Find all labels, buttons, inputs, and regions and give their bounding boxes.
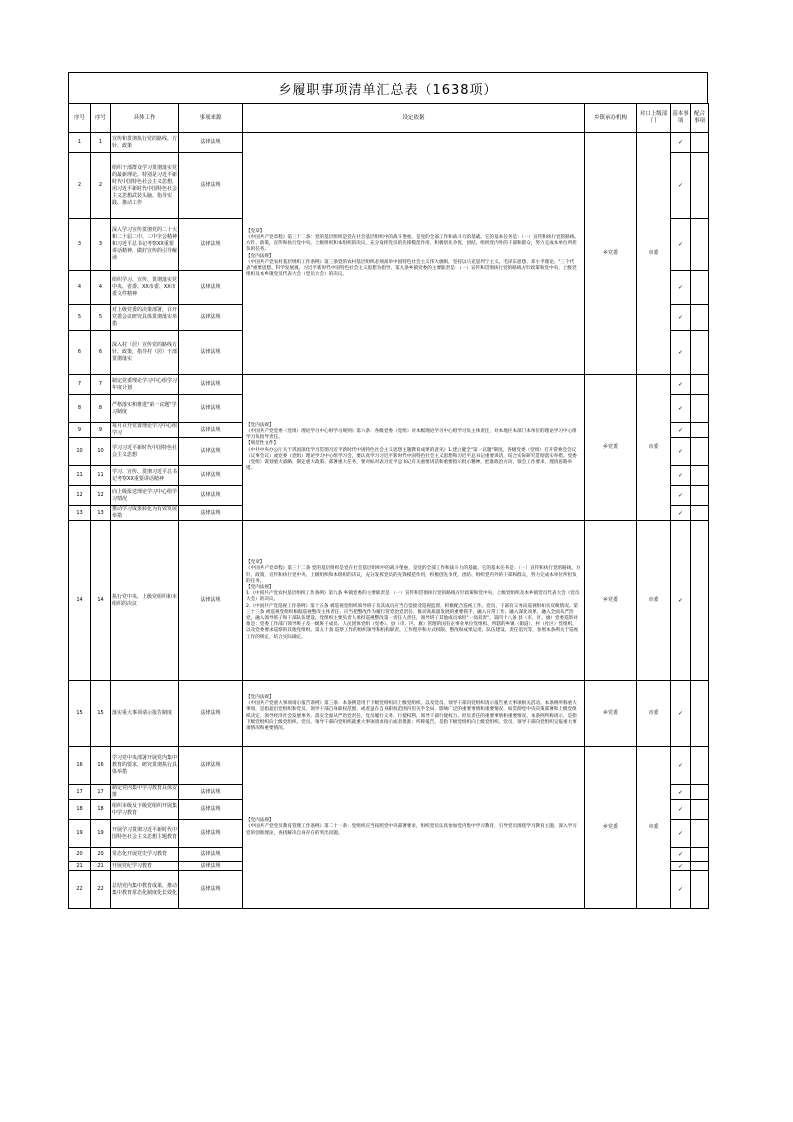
row-dept: 市委: [637, 375, 671, 521]
header-basic: 基本事项: [671, 104, 691, 133]
basic-check: ✓: [671, 681, 691, 747]
row-basis: 【党章】 《中国共产党章程》第三十二条：党的基层组织是党在社会基层组织中的战斗堡垒，是党的全部工作和战斗力的基础。它的基本任务是：（一）宣传和执行党的路线、方针、政策，宣传和执行党中央、上级组织和本组织的决议，充分发挥党员的先锋模范作用，积极创先争优，团结、组织党内外的干部和群众，努力完成本单位所担负的任务。 【党内法规】 《中国共产党农村基层组织工作条例》第三条党的农村基层组织必须高举中国特色社会主义伟大旗帜，坚持以马克思列宁主义、毛泽东思想、邓小平理论、"三个代表"重要思想、科学发展观、习近平新时代中国特色社会主义思想为指导。第九条乡镇党委的主要职责是：（一）宣传和贯彻执行党的路线方针政策和党中央、上级党组织及本乡镇党员代表大会（党员大会）的决议。: [243, 133, 585, 375]
basic-check: ✓: [671, 423, 691, 438]
basic-check: ✓: [671, 271, 691, 305]
coop-cell: [691, 521, 709, 681]
table-row: [69, 521, 709, 681]
row-source: 法律法规: [179, 747, 243, 785]
basic-check: ✓: [671, 521, 691, 681]
row-seq-inner: 20: [91, 848, 111, 862]
row-seq-outer: 7: [69, 375, 91, 395]
row-work: 制定党内集中学习教育具体安排: [112, 785, 178, 798]
row-work: 每月召开党委理论学习中心组学习: [112, 423, 178, 436]
basic-check: ✓: [671, 305, 691, 331]
basic-check: ✓: [671, 395, 691, 423]
row-source: 法律法规: [179, 305, 243, 331]
table-row: [69, 747, 709, 785]
row-source: 法律法规: [179, 331, 243, 375]
row-basis: 【党内法规】 《中国共产党党委（党组）理论学习中心组学习规则》第六条：各级党委（党组）对本级理论学习中心组学习负主体责任，对本地区本部门本单位的理论学习中心组学习负指导责任。 【规范性文件】 《中共中央办公厅关于巩固深化学习贯彻习近平新时代中国特色社会主义思想主题教育成果的意见》1.建立健全"第一议题"制度。各级党委（党组）召开常委会会议（议事会议）或党委（党组）理论学习中心组学习会，要认真学习习近平新时代中国特色社会主义思想和习近平总书记重要讲话，结合实际研究贯彻落实举措。党委（党组）谋划重大战略、制定重大政策、部署重大任务，要对标对表习近平总书记有关重要讲话和重要指示批示精神，把准政治方向，领会工作要求，理清思路举措。: [243, 375, 585, 521]
row-source: 法律法规: [179, 785, 243, 800]
row-seq-inner: 7: [91, 375, 111, 395]
row-lead: 乡党委: [585, 521, 637, 681]
row-seq-outer: 22: [69, 871, 91, 909]
basic-check: ✓: [671, 871, 691, 909]
row-lead: 乡党委: [585, 133, 637, 375]
row-seq-inner: 13: [91, 506, 111, 521]
basic-check: ✓: [671, 466, 691, 486]
row-source: 法律法规: [179, 438, 243, 466]
row-seq-outer: 3: [69, 219, 91, 271]
header-seq2: 序号: [91, 104, 111, 133]
row-seq-outer: 4: [69, 271, 91, 305]
row-seq-outer: 12: [69, 486, 91, 506]
basic-check: ✓: [671, 747, 691, 785]
document-sheet: [68, 72, 708, 909]
row-seq-inner: 2: [91, 153, 111, 219]
row-work: 推动学习成果转化为有效发展举措: [112, 506, 178, 519]
row-work: 深入学习宣传贯彻党的二十大和二十届二中、三中全会精神和习近平总书记考察XX重要讲话精神，做好宣传的引导解读: [111, 219, 179, 271]
row-source: 法律法规: [179, 800, 243, 820]
row-dept: 市委: [637, 747, 671, 909]
basic-check: ✓: [671, 820, 691, 848]
row-seq-outer: 8: [69, 395, 91, 423]
basic-check: ✓: [671, 785, 691, 800]
table-row: [69, 375, 709, 395]
coop-cell: [691, 848, 709, 862]
row-seq-outer: 20: [69, 848, 91, 862]
basic-check: ✓: [671, 848, 691, 862]
coop-cell: [691, 331, 709, 375]
row-source: 法律法规: [179, 862, 243, 871]
basic-check: ✓: [671, 506, 691, 521]
header-lead: 乡镇承办机构: [585, 104, 637, 133]
row-basis: 【党内法规】 《中国共产党党员教育管理工作条例》第二十一条：党组织应当按照党中央部署要求，组织党员认真参加党内集中学习教育，引导党员围绕学习教育主题，深入学习党的创新理论，查找解决自身存在的突出问题。: [243, 747, 585, 909]
basic-check: ✓: [671, 331, 691, 375]
coop-cell: [691, 747, 709, 785]
row-work: 对上级党委的决策部署，召开党委会议研究具体贯彻落实举措: [111, 305, 179, 331]
row-work: 总结党内集中教育成果，推动集中教育常态化制度化长效化: [111, 871, 179, 909]
row-seq-inner: 14: [91, 521, 111, 681]
coop-cell: [691, 305, 709, 331]
row-seq-inner: 15: [91, 681, 111, 747]
row-work: 开展党纪学习教育: [111, 862, 179, 871]
row-work: 深入村（居）宣传党的路线方针、政策，指导村（居）干部贯彻落实: [111, 331, 179, 375]
coop-cell: [691, 800, 709, 820]
row-seq-inner: 17: [91, 785, 111, 800]
header-dept: 对口上级部门: [637, 104, 671, 133]
row-source: 法律法规: [179, 271, 243, 305]
row-basis: 【党内法规】 《中国共产党重大事项请示报告条例》第三条：本条例适用于下级党组织向上级党组织、以及党员、领导干部向党组织请示报告重大事项相关活动。本条例所称重大事项，是指超出党组织和党员、领导干部自身职权范围，或者虽在自身职权范围内但关乎全局、影响广泛的重要事情和重要情况，如贯彻党中央决策部署和上级党组织决定、领导经济社会发展事务、落实全面从严治党责任，党员履行义务、行使权利，领导干部行使权力、担负责任的重要事情和重要情况。本条例所称请示，是指下级党组织向上级党组织、党员、领导干部向党组织就重大事项请求指示或者批准；所称报告，是指下级党组织向上级党组织、党员、领导干部向党组织呈报重大事项情况和重要情况。: [243, 681, 585, 747]
table-row: [69, 133, 709, 153]
row-seq-inner: 19: [91, 820, 111, 848]
row-source: 法律法规: [179, 486, 243, 506]
row-seq-inner: 18: [91, 800, 111, 820]
basic-check: ✓: [671, 153, 691, 219]
row-basis: 【党章】 《中国共产党章程》第三十二条 党的基层组织是党在社会基层组织中的战斗堡垒，是党的全部工作和战斗力的基础。它的基本任务是：（一）宣传和执行党的路线、方针、政策，宣传和执行党中央、上级组织和本组织的决议，充分发挥党员的先锋模范作用，积极创先争优，团结、组织党内外的干部和群众，努力完成本单位所担负的任务。 【党内法规】 1.《中国共产党农村基层组织工作条例》第九条 乡镇党委的主要职责是 （一）宣传和贯彻执行党的路线方针政策和党中央、上级党组织及本乡镇党员代表大会（党员大会）的决议。 2.《中国共产党巡视工作条例》第十五条 被巡视党组织领导班子及其成员应当自觉接受巡视监督，积极配合巡视工作。党员、干部有义务向巡视组如实反映情况。第三十三条 被巡视党组织根据巡视整改主体责任，应当把整改作为履行管党治党责任、推动高质量发展的重要抓手，融入日常工作、融入深化改革、融入全面从严治党、融入领导班子和干部队伍建设。党组织主要负责人承担巡视整改第一责任人责任，领导班子其他成员承担"一岗双责"。第四十八条 县（市、区、旗）党委巡察对象是：党委工作部门领导班子及一级班子成员、人民团体党组（党委）、县（市、区、旗）管理的国有企事业单位党组织、所辖的乡镇（街道）、村（社区）党组织，以及党委要求巡察的其他党组织。第五十条 巡察工作的组织领导和机构职责、工作程序和方式权限、整改和成果运用、队伍建设、责任追究等，参照本条例关于巡视工作的规定，结合实际确定。: [243, 521, 585, 681]
coop-cell: [691, 375, 709, 395]
row-work: 宣传和贯彻执行党的路线、方针、政策: [111, 133, 179, 153]
basic-check: ✓: [671, 800, 691, 820]
row-source: 法律法规: [179, 466, 243, 486]
coop-cell: [691, 395, 709, 423]
basic-check: ✓: [671, 486, 691, 506]
row-work: 学习、宣传、贯彻习近平总书记考察XX重要讲话精神: [111, 466, 179, 486]
row-seq-outer: 13: [69, 506, 91, 521]
coop-cell: [691, 438, 709, 466]
row-seq-inner: 1: [91, 133, 111, 153]
row-seq-outer: 15: [69, 681, 91, 747]
row-source: 法律法规: [179, 681, 243, 747]
page-title: 乡履职事项清单汇总表（1638项）: [68, 72, 708, 103]
header-coop: 配合事项: [691, 104, 709, 133]
row-work: 落实重大事项请示报告制度: [111, 681, 179, 747]
row-dept: 市委: [637, 521, 671, 681]
row-source: 法律法规: [179, 871, 243, 909]
coop-cell: [691, 871, 709, 909]
row-seq-inner: 9: [91, 423, 111, 438]
coop-cell: [691, 862, 709, 871]
row-work: 学习习近平新时代中国特色社会主义思想: [111, 438, 179, 466]
coop-cell: [691, 506, 709, 521]
coop-cell: [691, 133, 709, 153]
row-seq-outer: 18: [69, 800, 91, 820]
coop-cell: [691, 486, 709, 506]
row-work: 制定党委理论学习中心组学习年度计划: [111, 375, 179, 395]
row-work: 开展学习贯彻习近平新时代中国特色社会主义思想主题教育: [111, 820, 179, 848]
header-work: 具体工作: [111, 104, 179, 133]
row-dept: 市委: [637, 681, 671, 747]
row-seq-outer: 2: [69, 153, 91, 219]
table-row: [69, 681, 709, 747]
row-source: 法律法规: [179, 153, 243, 219]
header-source: 事项来源: [179, 104, 243, 133]
row-seq-outer: 17: [69, 785, 91, 800]
row-seq-inner: 16: [91, 747, 111, 785]
row-seq-inner: 11: [91, 466, 111, 486]
basic-check: ✓: [671, 133, 691, 153]
basic-check: ✓: [671, 375, 691, 395]
coop-cell: [691, 219, 709, 271]
row-source: 法律法规: [179, 375, 243, 395]
row-seq-outer: 1: [69, 133, 91, 153]
row-dept: 市委: [637, 133, 671, 375]
row-seq-outer: 6: [69, 331, 91, 375]
row-seq-outer: 21: [69, 862, 91, 871]
row-work: 执行党中央、上级党组织和本组织的决议: [111, 521, 179, 681]
row-seq-inner: 6: [91, 331, 111, 375]
row-seq-outer: 9: [69, 423, 91, 438]
row-work: 组织本级及下级党组织开展集中学习教育: [111, 800, 179, 820]
row-seq-inner: 3: [91, 219, 111, 271]
row-work: 常态化开展党史学习教育: [111, 848, 179, 862]
coop-cell: [691, 466, 709, 486]
row-seq-outer: 16: [69, 747, 91, 785]
row-source: 法律法规: [179, 848, 243, 862]
coop-cell: [691, 820, 709, 848]
row-seq-inner: 5: [91, 305, 111, 331]
row-seq-outer: 11: [69, 466, 91, 486]
row-lead: 乡党委: [585, 375, 637, 521]
coop-cell: [691, 153, 709, 219]
row-seq-inner: 4: [91, 271, 111, 305]
row-seq-inner: 22: [91, 871, 111, 909]
row-lead: 乡党委: [585, 681, 637, 747]
row-seq-inner: 21: [91, 862, 111, 871]
row-work: 严格落实和推进"第一议题"学习制度: [111, 395, 179, 423]
row-seq-inner: 12: [91, 486, 111, 506]
row-seq-outer: 14: [69, 521, 91, 681]
header-basis: 设定依据: [243, 104, 585, 133]
table-body: [69, 133, 709, 909]
row-source: 法律法规: [179, 219, 243, 271]
basic-check: ✓: [671, 438, 691, 466]
coop-cell: [691, 271, 709, 305]
coop-cell: [691, 681, 709, 747]
row-source: 法律法规: [179, 820, 243, 848]
row-source: 法律法规: [179, 423, 243, 438]
basic-check: ✓: [671, 219, 691, 271]
duty-list-table: [68, 103, 709, 909]
basic-check: ✓: [671, 862, 691, 871]
row-seq-inner: 8: [91, 395, 111, 423]
header-seq1: 序号: [69, 104, 91, 133]
row-work: 向上级报送理论学习中心组学习情况: [111, 486, 179, 506]
row-source: 法律法规: [179, 506, 243, 521]
coop-cell: [691, 785, 709, 800]
row-lead: 乡党委: [585, 747, 637, 909]
row-seq-outer: 10: [69, 438, 91, 466]
row-seq-inner: 10: [91, 438, 111, 466]
row-source: 法律法规: [179, 521, 243, 681]
row-source: 法律法规: [179, 133, 243, 153]
row-work: 组织干部群众学习贯彻落实党的最新理论，特别是习近平新时代中国特色社会主义思想，用习近平新时代中国特色社会主义思想武装头脑、指导实践、推动工作: [111, 153, 179, 219]
header-row: [69, 104, 709, 133]
row-seq-outer: 19: [69, 820, 91, 848]
coop-cell: [691, 423, 709, 438]
row-source: 法律法规: [179, 395, 243, 423]
row-work: 学习党中央部署开展党内集中教育的要求，研究贯彻执行具体举措: [111, 747, 179, 785]
row-seq-outer: 5: [69, 305, 91, 331]
row-work: 组织学习、宣传、贯彻落实党中央、省委、XX市委、XX市委文件精神: [111, 271, 179, 305]
